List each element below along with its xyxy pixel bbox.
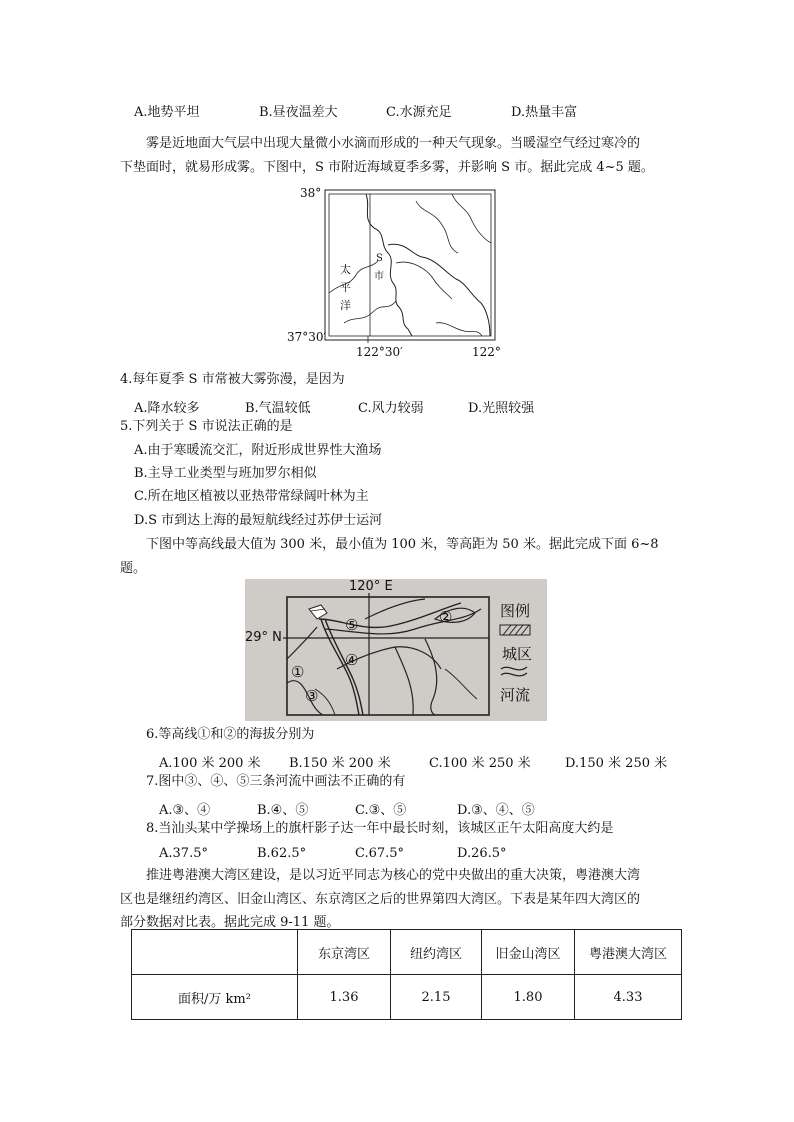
fog-intro-line2: 下垫面时，就易形成雾。下图中，S 市附近海域夏季多雾，并影响 S 市。据此完成 4~5 题。 — [120, 160, 654, 175]
q4-option-d: D.光照较强 — [468, 401, 535, 416]
contour-map — [245, 579, 547, 721]
q6-option-b: B.150 米 200 米 — [289, 756, 391, 771]
ocean-label-2: 平 — [340, 281, 351, 294]
table-header-tokyo: 东京湾区 — [298, 930, 391, 975]
q3-option-b: B.昼夜温差大 — [259, 105, 338, 120]
lon-left-label: 122°30′ — [356, 345, 403, 359]
lat-top-label: 38° — [300, 186, 322, 200]
bay-intro-line1: 推进粤港澳大湾区建设，是以习近平同志为核心的党中央做出的重大决策，粤港澳大湾 — [146, 868, 641, 883]
bay-area-table — [131, 929, 682, 1020]
q3-option-c: C.水源充足 — [386, 105, 452, 120]
lat-bottom-label: 37°30′ — [287, 330, 327, 344]
marker-3: ③ — [305, 687, 319, 705]
q8-option-a: A.37.5° — [159, 846, 208, 861]
ocean-label-1: 太 — [340, 263, 351, 276]
table-header-empty — [132, 930, 298, 975]
table-cell-tokyo: 1.36 — [298, 975, 391, 1020]
table-header-newyork: 纽约湾区 — [391, 930, 482, 975]
bay-intro-line2: 区也是继纽约湾区、旧金山湾区、东京湾区之后的世界第四大湾区。下表是某年四大湾区的 — [120, 892, 641, 907]
city-label-2: 市 — [374, 271, 384, 282]
lon-label: 120° E — [349, 579, 393, 594]
q8-option-d: D.26.5° — [457, 846, 507, 861]
table-header-row — [132, 930, 682, 975]
q7-option-d: D.③、④、⑤ — [457, 803, 535, 818]
q6-stem: 6.等高线①和②的海拔分别为 — [146, 727, 315, 742]
legend-city: 城区 — [502, 645, 533, 663]
q5-stem: 5.下列关于 S 市说法正确的是 — [120, 419, 293, 434]
q7-option-a: A.③、④ — [159, 803, 211, 818]
q6-option-a: A.100 米 200 米 — [159, 756, 261, 771]
q6-option-c: C.100 米 250 米 — [429, 756, 531, 771]
table-cell-gba: 4.33 — [575, 975, 682, 1020]
q7-stem: 7.图中③、④、⑤三条河流中画法不正确的有 — [146, 774, 406, 789]
q5-option-a: A.由于寒暖流交汇，附近形成世界性大渔场 — [134, 443, 382, 458]
table-cell-newyork: 2.15 — [391, 975, 482, 1020]
q4-option-a: A.降水较多 — [134, 401, 200, 416]
q6-option-d: D.150 米 250 米 — [565, 756, 668, 771]
lat-label: 29° N — [245, 630, 282, 645]
legend-title: 图例 — [500, 602, 531, 620]
contour-intro-line1: 下图中等高线最大值为 300 米，最小值为 100 米，等高距为 50 米。据此完成下面 6~8 — [146, 537, 659, 552]
q5-option-d: D.S 市到达上海的最短航线经过苏伊士运河 — [134, 513, 383, 528]
table-header-gba: 粤港澳大湾区 — [575, 930, 682, 975]
q7-option-b: B.④、⑤ — [257, 803, 309, 818]
contour-intro-line2: 题。 — [120, 561, 147, 576]
q4-option-c: C.风力较弱 — [358, 401, 424, 416]
marker-4: ④ — [345, 651, 359, 669]
bay-intro-line3: 部分数据对比表。据此完成 9-11 题。 — [120, 915, 340, 930]
q8-stem: 8.当汕头某中学操场上的旗杆影子达一年中最长时刻，该城区正午太阳高度大约是 — [146, 821, 614, 836]
marker-5: ⑤ — [345, 616, 359, 634]
q5-option-b: B.主导工业类型与班加罗尔相似 — [134, 466, 317, 481]
table-cell-sanfrancisco: 1.80 — [482, 975, 575, 1020]
s-city-map — [287, 183, 516, 363]
q8-option-c: C.67.5° — [355, 846, 405, 861]
table-header-sanfrancisco: 旧金山湾区 — [482, 930, 575, 975]
q5-option-c: C.所在地区植被以亚热带常绿阔叶林为主 — [134, 489, 369, 504]
fog-intro-line1: 雾是近地面大气层中出现大量微小水滴而形成的一种天气现象。当暖湿空气经过寒冷的 — [146, 136, 641, 151]
lon-right-label: 122° — [472, 345, 501, 359]
q7-option-c: C.③、⑤ — [355, 803, 407, 818]
q4-option-b: B.气温较低 — [245, 401, 311, 416]
q4-stem: 4.每年夏季 S 市常被大雾弥漫，是因为 — [120, 372, 345, 387]
table-row-label: 面积/万 km² — [132, 975, 298, 1020]
legend-river: 河流 — [500, 686, 531, 704]
q3-option-d: D.热量丰富 — [511, 105, 578, 120]
marker-2: ② — [439, 608, 453, 626]
ocean-label-3: 洋 — [340, 299, 351, 312]
city-label-1: S — [376, 253, 383, 264]
marker-1: ① — [291, 663, 305, 681]
q3-option-a: A.地势平坦 — [134, 105, 200, 120]
q8-option-b: B.62.5° — [257, 846, 307, 861]
table-row — [132, 975, 682, 1020]
